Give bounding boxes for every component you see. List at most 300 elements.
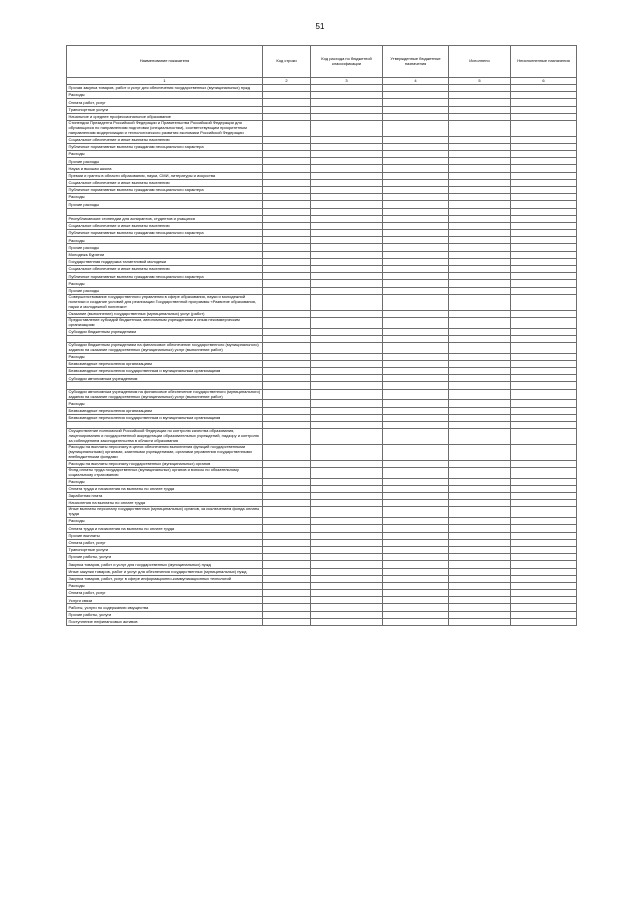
row-unexecuted-amount (511, 194, 577, 201)
row-budget-code (311, 215, 383, 222)
row-line-code (263, 568, 311, 575)
row-name: Субсидии бюджетным учреждениям (67, 328, 263, 335)
row-line-code (263, 179, 311, 186)
row-budget-code (311, 179, 383, 186)
table-row (67, 151, 577, 158)
row-executed-amount (449, 618, 511, 625)
row-budget-code (311, 85, 383, 92)
table-row (67, 186, 577, 193)
table-row (67, 85, 577, 92)
row-executed-amount (449, 407, 511, 414)
row-budget-code (311, 280, 383, 287)
row-budget-code (311, 328, 383, 335)
row-approved-amount (383, 165, 449, 172)
row-executed-amount (449, 158, 511, 165)
table-row (67, 611, 577, 618)
table-row (67, 251, 577, 258)
table-row (67, 467, 577, 478)
row-budget-code (311, 518, 383, 525)
table-row (67, 328, 577, 335)
row-name: Субсидии автономным учреждениям на финансовое обеспечение государственного (муниципального) задания на оказание государственных (муниципальных) услуг (выполнение работ) (67, 389, 263, 400)
row-executed-amount (449, 294, 511, 310)
row-budget-code (311, 590, 383, 597)
row-name: Предоставление субсидий бюджетным, автономным учреждениям и иным некоммерческим организациям (67, 317, 263, 328)
row-line-code (263, 317, 311, 328)
row-line-code (263, 186, 311, 193)
row-approved-amount (383, 561, 449, 568)
row-name: Расходы (67, 518, 263, 525)
row-budget-code (311, 201, 383, 208)
row-approved-amount (383, 186, 449, 193)
row-line-code (263, 414, 311, 421)
row-budget-code (311, 287, 383, 294)
row-approved-amount (383, 172, 449, 179)
row-unexecuted-amount (511, 414, 577, 421)
row-budget-code (311, 611, 383, 618)
table-row (67, 400, 577, 407)
row-unexecuted-amount (511, 143, 577, 150)
row-unexecuted-amount (511, 554, 577, 561)
row-line-code (263, 266, 311, 273)
row-line-code (263, 335, 311, 342)
row-unexecuted-amount (511, 258, 577, 265)
row-executed-amount (449, 478, 511, 485)
row-name: Иные выплаты персоналу государственных (муниципальных) органов, за исключением фонда оплаты труда (67, 507, 263, 518)
row-budget-code (311, 414, 383, 421)
row-line-code (263, 444, 311, 460)
row-name: Иные закупки товаров, работ и услуг для обеспечения государственных (муниципальных) нужд (67, 568, 263, 575)
row-unexecuted-amount (511, 444, 577, 460)
row-line-code (263, 287, 311, 294)
row-executed-amount (449, 172, 511, 179)
row-name: Фонд оплаты труда государственных (муниципальных) органов и взносы по обязательному социальному страхованию (67, 467, 263, 478)
row-approved-amount (383, 360, 449, 367)
row-unexecuted-amount (511, 507, 577, 518)
row-line-code (263, 165, 311, 172)
row-executed-amount (449, 539, 511, 546)
row-line-code (263, 143, 311, 150)
table-header-row (67, 46, 577, 78)
row-approved-amount (383, 194, 449, 201)
row-executed-amount (449, 353, 511, 360)
row-executed-amount (449, 400, 511, 407)
row-name: Оплата работ, услуг (67, 539, 263, 546)
table-row (67, 194, 577, 201)
column-number-row (67, 78, 577, 85)
row-name: Безвозмездные перечисления организациям (67, 360, 263, 367)
table-row (67, 429, 577, 445)
row-unexecuted-amount (511, 266, 577, 273)
row-executed-amount (449, 582, 511, 589)
row-line-code (263, 328, 311, 335)
table-row (67, 382, 577, 389)
row-executed-amount (449, 590, 511, 597)
row-line-code (263, 280, 311, 287)
row-executed-amount (449, 604, 511, 611)
row-unexecuted-amount (511, 230, 577, 237)
row-budget-code (311, 597, 383, 604)
row-unexecuted-amount (511, 546, 577, 553)
row-approved-amount (383, 422, 449, 429)
row-executed-amount (449, 525, 511, 532)
column-number: 3 (311, 78, 383, 85)
row-executed-amount (449, 444, 511, 460)
row-approved-amount (383, 237, 449, 244)
row-executed-amount (449, 273, 511, 280)
row-approved-amount (383, 518, 449, 525)
table-row (67, 532, 577, 539)
row-line-code (263, 429, 311, 445)
row-executed-amount (449, 310, 511, 317)
row-approved-amount (383, 273, 449, 280)
column-number: 1 (67, 78, 263, 85)
row-line-code (263, 618, 311, 625)
row-approved-amount (383, 158, 449, 165)
row-executed-amount (449, 611, 511, 618)
row-approved-amount (383, 460, 449, 467)
row-unexecuted-amount (511, 317, 577, 328)
row-approved-amount (383, 532, 449, 539)
row-unexecuted-amount (511, 186, 577, 193)
row-name (67, 208, 263, 215)
row-executed-amount (449, 136, 511, 143)
row-line-code (263, 525, 311, 532)
row-line-code (263, 258, 311, 265)
row-line-code (263, 554, 311, 561)
table-row (67, 375, 577, 382)
column-number: 4 (383, 78, 449, 85)
table-row (67, 165, 577, 172)
row-approved-amount (383, 136, 449, 143)
row-unexecuted-amount (511, 561, 577, 568)
row-approved-amount (383, 310, 449, 317)
row-approved-amount (383, 389, 449, 400)
row-approved-amount (383, 151, 449, 158)
row-name: Публичные нормативные выплаты гражданам несоциального характера (67, 230, 263, 237)
table-row (67, 113, 577, 120)
row-budget-code (311, 99, 383, 106)
row-executed-amount (449, 500, 511, 507)
row-line-code (263, 222, 311, 229)
row-budget-code (311, 360, 383, 367)
row-name: Расходы (67, 280, 263, 287)
table-row (67, 500, 577, 507)
table-row (67, 99, 577, 106)
row-approved-amount (383, 429, 449, 445)
budget-execution-table (66, 45, 576, 626)
row-executed-amount (449, 317, 511, 328)
table-row (67, 360, 577, 367)
row-unexecuted-amount (511, 113, 577, 120)
row-line-code (263, 273, 311, 280)
table-row (67, 414, 577, 421)
row-line-code (263, 389, 311, 400)
row-unexecuted-amount (511, 360, 577, 367)
row-name: Транспортные услуги (67, 546, 263, 553)
row-budget-code (311, 575, 383, 582)
row-line-code (263, 294, 311, 310)
row-line-code (263, 215, 311, 222)
table-row (67, 407, 577, 414)
row-unexecuted-amount (511, 120, 577, 136)
row-name: Оказание (выполнение) государственных (муниципальных) услуг (работ) (67, 310, 263, 317)
row-approved-amount (383, 222, 449, 229)
row-executed-amount (449, 230, 511, 237)
row-budget-code (311, 273, 383, 280)
table-row (67, 518, 577, 525)
row-unexecuted-amount (511, 382, 577, 389)
row-executed-amount (449, 143, 511, 150)
row-name: Прочие расходы (67, 244, 263, 251)
table-row (67, 389, 577, 400)
row-approved-amount (383, 113, 449, 120)
row-unexecuted-amount (511, 375, 577, 382)
table-row (67, 120, 577, 136)
row-name: Прочие работы, услуги (67, 611, 263, 618)
row-unexecuted-amount (511, 429, 577, 445)
header-executed: Исполнено (449, 46, 511, 78)
row-name: Субсидии бюджетным учреждениям на финансовое обеспечение государственного (муниципального) задания на оказание государственных (муниципальных) услуг (выполнение работ) (67, 342, 263, 353)
row-budget-code (311, 92, 383, 99)
row-name: Республиканские стипендии для аспирантов, студентов и учащихся (67, 215, 263, 222)
row-executed-amount (449, 382, 511, 389)
row-unexecuted-amount (511, 310, 577, 317)
row-approved-amount (383, 230, 449, 237)
row-unexecuted-amount (511, 597, 577, 604)
table-row (67, 136, 577, 143)
row-approved-amount (383, 382, 449, 389)
row-approved-amount (383, 99, 449, 106)
header-budget-classification-code: Код расхода по бюджетной классификации (311, 46, 383, 78)
row-executed-amount (449, 422, 511, 429)
row-unexecuted-amount (511, 539, 577, 546)
row-budget-code (311, 546, 383, 553)
row-name: Услуги связи (67, 597, 263, 604)
row-name: Премии и гранты в области образования, науки, СМИ, литературы и искусства (67, 172, 263, 179)
row-unexecuted-amount (511, 478, 577, 485)
table-row (67, 273, 577, 280)
table-row (67, 208, 577, 215)
row-executed-amount (449, 280, 511, 287)
row-unexecuted-amount (511, 244, 577, 251)
row-executed-amount (449, 375, 511, 382)
row-executed-amount (449, 208, 511, 215)
row-executed-amount (449, 179, 511, 186)
row-approved-amount (383, 414, 449, 421)
row-budget-code (311, 422, 383, 429)
row-name: Расходы (67, 353, 263, 360)
row-executed-amount (449, 554, 511, 561)
table-row (67, 590, 577, 597)
row-unexecuted-amount (511, 500, 577, 507)
row-line-code (263, 561, 311, 568)
row-name: Субсидии автономным учреждениям (67, 375, 263, 382)
row-unexecuted-amount (511, 582, 577, 589)
table-row (67, 158, 577, 165)
row-line-code (263, 597, 311, 604)
row-line-code (263, 407, 311, 414)
row-line-code (263, 575, 311, 582)
table-row (67, 604, 577, 611)
header-indicator-name: Наименование показателя (67, 46, 263, 78)
row-budget-code (311, 554, 383, 561)
row-approved-amount (383, 120, 449, 136)
row-budget-code (311, 604, 383, 611)
row-budget-code (311, 582, 383, 589)
row-unexecuted-amount (511, 136, 577, 143)
row-name: Государственная поддержка талантливой молодежи (67, 258, 263, 265)
row-executed-amount (449, 215, 511, 222)
row-name: Публичные нормативные выплаты гражданам несоциального характера (67, 273, 263, 280)
table-row (67, 342, 577, 353)
row-name: Социальное обеспечение и иные выплаты населению (67, 179, 263, 186)
row-budget-code (311, 532, 383, 539)
row-executed-amount (449, 165, 511, 172)
row-budget-code (311, 317, 383, 328)
table-row (67, 597, 577, 604)
row-approved-amount (383, 546, 449, 553)
row-budget-code (311, 561, 383, 568)
row-approved-amount (383, 611, 449, 618)
row-unexecuted-amount (511, 273, 577, 280)
row-executed-amount (449, 113, 511, 120)
row-name: Прочие расходы (67, 158, 263, 165)
row-budget-code (311, 368, 383, 375)
row-approved-amount (383, 215, 449, 222)
row-name: Публичные нормативные выплаты гражданам несоциального характера (67, 143, 263, 150)
row-approved-amount (383, 500, 449, 507)
row-unexecuted-amount (511, 215, 577, 222)
row-budget-code (311, 568, 383, 575)
row-name: Прочие работы, услуги (67, 554, 263, 561)
table-row (67, 368, 577, 375)
row-line-code (263, 460, 311, 467)
row-name: Расходы (67, 478, 263, 485)
row-line-code (263, 136, 311, 143)
page-number: 51 (315, 22, 325, 31)
row-budget-code (311, 335, 383, 342)
row-approved-amount (383, 328, 449, 335)
row-line-code (263, 237, 311, 244)
row-name: Оплата труда и начисления на выплаты по оплате труда (67, 485, 263, 492)
row-executed-amount (449, 106, 511, 113)
table-row (67, 507, 577, 518)
table-row (67, 172, 577, 179)
table-row (67, 280, 577, 287)
row-unexecuted-amount (511, 590, 577, 597)
row-name: Оплата работ, услуг (67, 99, 263, 106)
row-line-code (263, 507, 311, 518)
row-executed-amount (449, 287, 511, 294)
row-budget-code (311, 478, 383, 485)
row-executed-amount (449, 85, 511, 92)
row-approved-amount (383, 582, 449, 589)
row-budget-code (311, 400, 383, 407)
row-line-code (263, 611, 311, 618)
table-row (67, 258, 577, 265)
row-executed-amount (449, 151, 511, 158)
row-line-code (263, 310, 311, 317)
row-executed-amount (449, 467, 511, 478)
row-unexecuted-amount (511, 604, 577, 611)
table-row (67, 618, 577, 625)
row-unexecuted-amount (511, 280, 577, 287)
row-unexecuted-amount (511, 422, 577, 429)
row-budget-code (311, 136, 383, 143)
row-unexecuted-amount (511, 611, 577, 618)
row-executed-amount (449, 186, 511, 193)
row-budget-code (311, 113, 383, 120)
row-budget-code (311, 310, 383, 317)
row-name: Совершенствование государственного управления в сфере образования, науки и молодежной политики и создание условий для реализации Государственной программы «Развитие образования, науки и молодежной политики» (67, 294, 263, 310)
row-name (67, 382, 263, 389)
row-unexecuted-amount (511, 328, 577, 335)
table-row (67, 294, 577, 310)
row-approved-amount (383, 400, 449, 407)
row-name: Социальное обеспечение и иные выплаты населению (67, 136, 263, 143)
row-unexecuted-amount (511, 400, 577, 407)
row-budget-code (311, 106, 383, 113)
table-row (67, 561, 577, 568)
row-approved-amount (383, 258, 449, 265)
row-budget-code (311, 258, 383, 265)
table-row (67, 546, 577, 553)
row-line-code (263, 208, 311, 215)
row-approved-amount (383, 568, 449, 575)
table-row (67, 422, 577, 429)
row-line-code (263, 532, 311, 539)
row-name: Расходы (67, 237, 263, 244)
row-budget-code (311, 222, 383, 229)
row-line-code (263, 151, 311, 158)
row-executed-amount (449, 518, 511, 525)
table-row (67, 539, 577, 546)
column-number: 6 (511, 78, 577, 85)
row-budget-code (311, 539, 383, 546)
row-approved-amount (383, 335, 449, 342)
row-approved-amount (383, 467, 449, 478)
row-approved-amount (383, 604, 449, 611)
row-line-code (263, 500, 311, 507)
row-name: Безвозмездные перечисления государственным и муниципальным организациям (67, 414, 263, 421)
row-unexecuted-amount (511, 158, 577, 165)
row-executed-amount (449, 194, 511, 201)
row-name: Безвозмездные перечисления государственным и муниципальным организациям (67, 368, 263, 375)
row-line-code (263, 244, 311, 251)
row-approved-amount (383, 478, 449, 485)
table-row (67, 287, 577, 294)
table-row (67, 460, 577, 467)
row-line-code (263, 113, 311, 120)
row-approved-amount (383, 287, 449, 294)
row-executed-amount (449, 429, 511, 445)
row-executed-amount (449, 597, 511, 604)
row-executed-amount (449, 251, 511, 258)
row-line-code (263, 230, 311, 237)
row-unexecuted-amount (511, 208, 577, 215)
row-approved-amount (383, 539, 449, 546)
row-budget-code (311, 172, 383, 179)
row-executed-amount (449, 561, 511, 568)
row-line-code (263, 251, 311, 258)
row-line-code (263, 360, 311, 367)
row-budget-code (311, 507, 383, 518)
table-row (67, 222, 577, 229)
row-unexecuted-amount (511, 518, 577, 525)
row-line-code (263, 539, 311, 546)
row-unexecuted-amount (511, 179, 577, 186)
row-name: Поступление нефинансовых активов (67, 618, 263, 625)
